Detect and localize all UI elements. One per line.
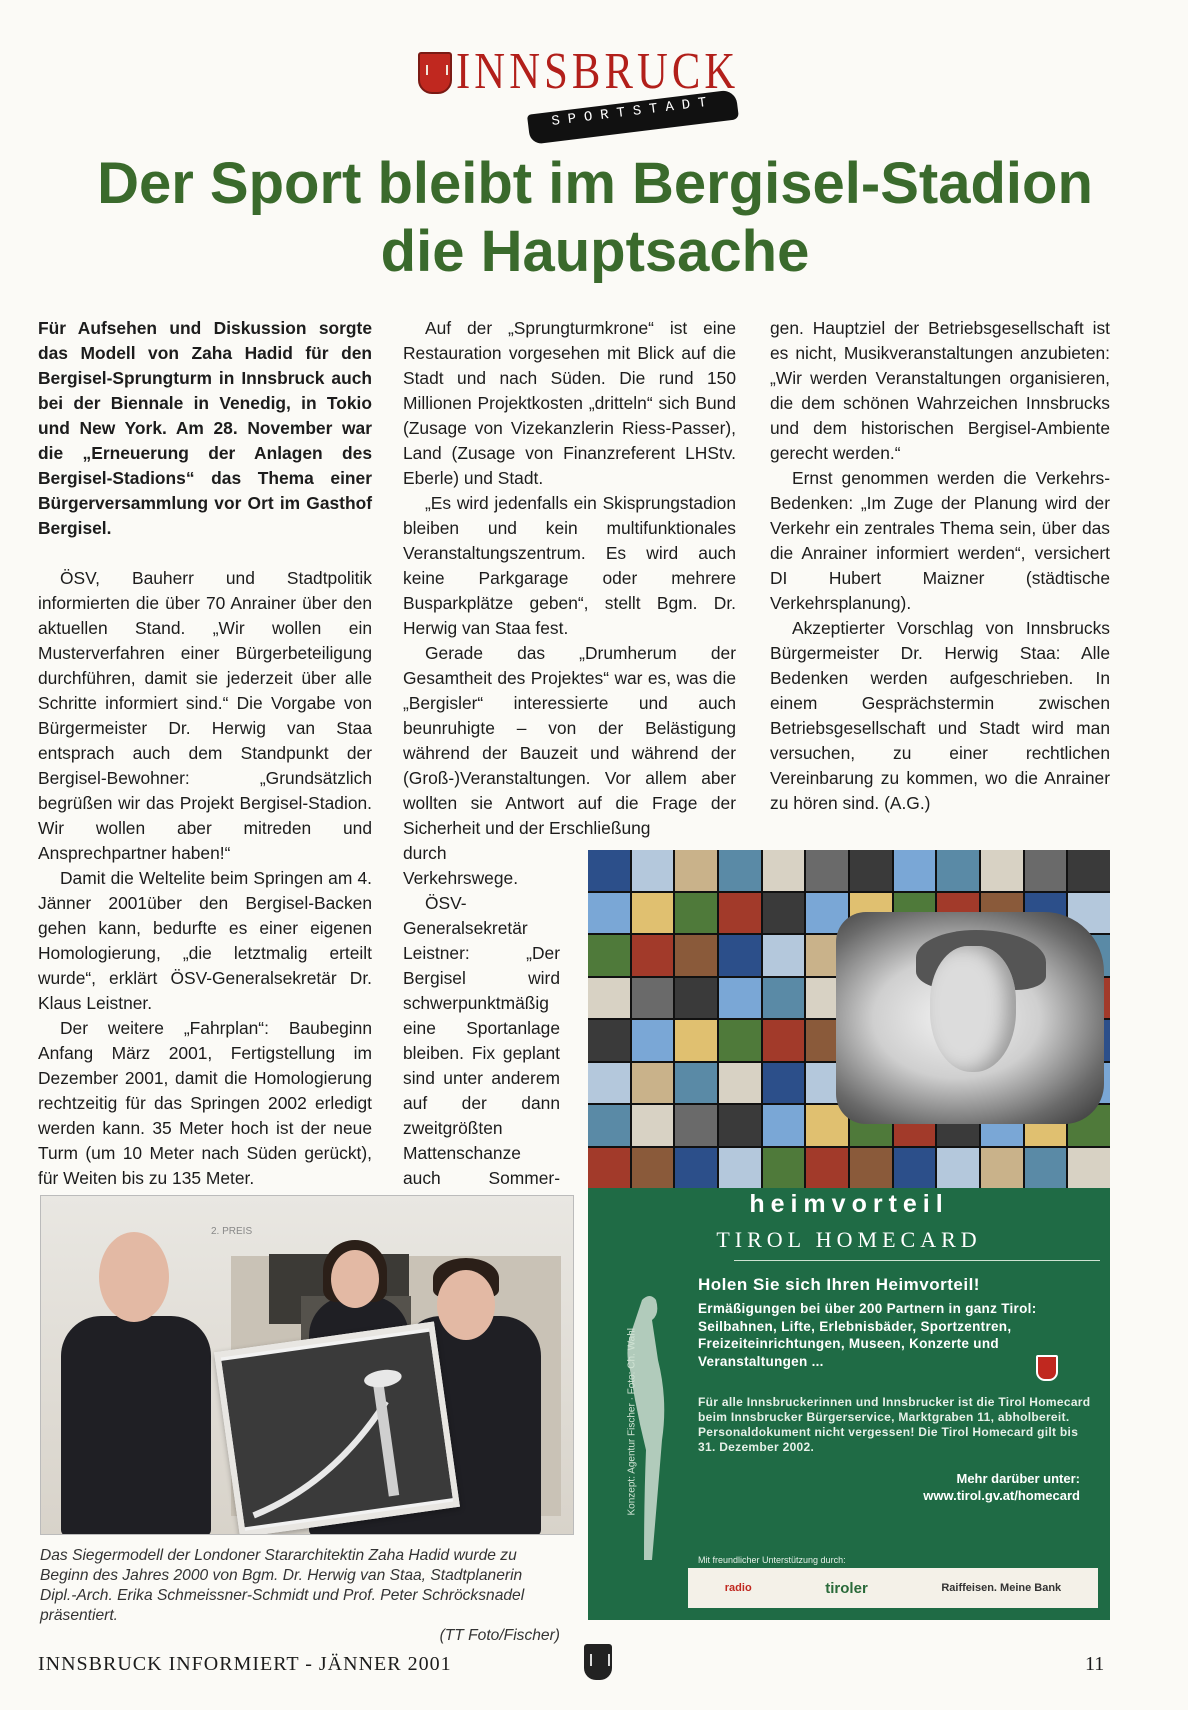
sponsor-bar [688, 1568, 1098, 1608]
mosaic-tile [894, 850, 936, 891]
caption-text: Das Siegermodell der Londoner Stararchitektin Zaha Hadid wurde zu Beginn des Jahres 2000 von Bgm. Dr. Herwig van Staa, Stadtplanerin Dipl.-Arch. Erika Schmeissner-Schmidt und Prof. Peter Schröcksnadel präsentiert. [40, 1547, 525, 1624]
mosaic-tile [981, 850, 1023, 891]
ad-support-note: Mit freundlicher Unterstützung durch: [698, 1555, 846, 1565]
paragraph: Gerade das „Drumherum der Gesamtheit des Projektes“ war es, was die „Bergisler“ interessierte und auch beunruhigte – von der Belästigung während der Bauzeit und während der (Groß-)Veranstaltungen. Vor allem aber wollten sie Antwort auf die Frage der Sicherheit und der Erschließung [403, 643, 736, 838]
mosaic-tile [763, 1063, 805, 1104]
mosaic-tile [806, 1148, 848, 1189]
mosaic-tile [588, 1020, 630, 1061]
mosaic-tile [850, 1148, 892, 1189]
paragraph: ÖSV, Bauherr und Stadtpolitik informierten die über 70 Anrainer über den aktuellen Stand. „Wir wollen ein Musterverfahren einer Bürgerbeteiligung durchführen, damit sie jederzeit über alle Schritte informiert sind.“ Die Vorgabe von Bürgermeister Dr. Herwig van Staa entsprach auch dem Standpunkt der Bergisel-Bewohner: „Grundsätzlich begrüßen wir das Projekt Bergisel-Stadion. Wir wollen aber mitreden und Ansprechpartner haben!“ [38, 568, 372, 863]
ad-side-credit: Konzept: Agentur Fischer · Foto: Ch. Wahl [626, 1328, 638, 1516]
sponsor-logo: Raiffeisen. Meine Bank [941, 1582, 1062, 1594]
photo-caption [40, 1546, 560, 1646]
mosaic-tile [1068, 850, 1110, 891]
mosaic-tile [588, 935, 630, 976]
mosaic-tile [588, 1105, 630, 1146]
mosaic-tile [763, 850, 805, 891]
paragraph: Damit die Weltelite beim Springen am 4. Jänner 2001über den Bergisel-Backen gehen kann, bedurfte es einer eigenen Homologierung, „die letztmalig erteilt wurde“, erklärt ÖSV-Generalsekretär Dr. Klaus Leistner. [38, 868, 372, 1013]
mosaic-tile [719, 935, 761, 976]
mosaic-tile [632, 978, 674, 1019]
person-head [331, 1250, 379, 1308]
ski-jump-model-image [214, 1321, 460, 1535]
mosaic-tile [632, 850, 674, 891]
ad-url-link[interactable]: www.tirol.gv.at/homecard [923, 1488, 1080, 1503]
mosaic-tile [894, 1148, 936, 1189]
divider [734, 1260, 1100, 1261]
tirol-eagle-icon [1036, 1355, 1058, 1381]
mosaic-tile [763, 935, 805, 976]
mosaic-tile [937, 1148, 979, 1189]
person-head [99, 1232, 169, 1322]
paragraph: gen. Hauptziel der Betriebsgesellschaft ist es nicht, Musikveranstaltungen anzubieten: „Wir werden Veranstaltungen organisieren, die dem schönen Wahrzeichen Innsbrucks und dem historischen Bergisel-Ambiente gerecht werden.“ [770, 318, 1110, 463]
ad-title: heimvorteil [749, 1190, 949, 1218]
brand-tagline: SPORTSTADT [550, 94, 716, 130]
mosaic-tile [632, 935, 674, 976]
mosaic-tile [632, 1020, 674, 1061]
sponsor-logo: tiroler [825, 1579, 868, 1597]
paragraph: „Es wird jedenfalls ein Skisprungstadion bleiben und kein multifunktionales Veranstaltungszentrum. Es wird auch keine Parkgarage oder mehrere Busparkplätze geben“, stellt Bgm. Dr. Herwig van Staa fest. [403, 493, 736, 638]
footer-crest-icon [584, 1644, 612, 1680]
mosaic-tile [719, 1020, 761, 1061]
mosaic-tile [763, 1105, 805, 1146]
mosaic-tile [675, 1148, 717, 1189]
mosaic-tile [850, 850, 892, 891]
mosaic-tile [1025, 850, 1067, 891]
mosaic-tile [1068, 1148, 1110, 1189]
mosaic-tile [1025, 1148, 1067, 1189]
mosaic-tile [675, 893, 717, 934]
presentation-photo [40, 1195, 574, 1535]
innsbruck-crest-icon [418, 52, 452, 94]
mosaic-tile [675, 1063, 717, 1104]
homecard-advertisement [588, 850, 1110, 1620]
mosaic-tile [632, 1105, 674, 1146]
mosaic-tile [675, 978, 717, 1019]
ad-smallprint: Für alle Innsbruckerinnen und Innsbrucker ist die Tirol Homecard beim Innsbrucker Bürgerservice, Marktgraben 11, abholbereit. Personaldokument nicht vergessen! Die Tirol Homecard gilt bis 31. Dezember 2002. [698, 1395, 1091, 1454]
mosaic-tile [719, 1063, 761, 1104]
masthead [410, 38, 750, 138]
mosaic-tile [588, 850, 630, 891]
ski-jump-model-graphic [221, 1328, 453, 1531]
ad-subtitle: TIROL HOMECARD [716, 1227, 982, 1252]
mosaic-tile [588, 893, 630, 934]
mosaic-tile [981, 1148, 1023, 1189]
photo-credit: (TT Foto/Fischer) [439, 1627, 560, 1644]
mosaic-tile [937, 850, 979, 891]
article-headline: Der Sport bleibt im Bergisel-Stadion die Hauptsache [97, 151, 1093, 284]
ad-body: Ermäßigungen bei über 200 Partnern in ganz Tirol: Seilbahnen, Lifte, Erlebnisbäder, Sportzentren, Freizeiteinrichtungen, Museen, Konzerte und Veranstaltungen ... [698, 1301, 1037, 1369]
portrait-face [930, 946, 1016, 1072]
paragraph: Akzeptierter Vorschlag von Innsbrucks Bürgermeister Dr. Herwig Staa: Alle Bedenken werden aufgeschrieben. In einem Gesprächstermin zwischen Betriebsgesellschaft und Stadt wird man versuchen, zu einer rechtlichen Vereinbarung zu kommen, wo die Anrainer zu hören sind. (A.G.) [770, 618, 1110, 813]
mosaic-tile [719, 978, 761, 1019]
prize-label: 2. PREIS [211, 1226, 253, 1237]
portrait-photo [836, 912, 1104, 1124]
paragraph: Ernst genommen werden die Verkehrs-Bedenken: „Im Zuge der Planung wird der Verkehr ein zentrales Thema sein, über das die Anrainer informiert werden“, versichert DI Hubert Maizner (städtische Verkehrsplanung). [770, 468, 1110, 613]
mosaic-tile [763, 1148, 805, 1189]
mosaic-tile [675, 1020, 717, 1061]
dancer-silhouette-image [602, 1280, 692, 1580]
article-lead: Für Aufsehen und Diskussion sorgte das Modell von Zaha Hadid für den Bergisel-Sprungturm in Innsbruck auch bei der Biennale in Venedig, in Tokio und New York. Am 28. November war die „Erneuerung der Anlagen des Bergisel-Stadions“ das Thema einer Bürgerversammlung vor Ort im Gasthof Bergisel. [38, 318, 372, 538]
person-left [61, 1316, 211, 1535]
paragraph: durch Verkehrswege. [403, 843, 519, 888]
mosaic-tile [588, 1148, 630, 1189]
ad-more-info [698, 1470, 1080, 1504]
mosaic-tile [719, 893, 761, 934]
brand-wordmark: INNSBRUCK [456, 43, 740, 100]
footer-publication: INNSBRUCK INFORMIERT - JÄNNER 2001 [38, 1653, 452, 1675]
paragraph: Auf der „Sprungturmkrone“ ist eine Restauration vorgesehen mit Blick auf die Stadt und nach Süden. Die rund 150 Millionen Projektkosten „dritteln“ sich Bund (Zusage von Vizekanzlerin Riess-Passer), Land (Zusage von Finanzreferent LHStv. Eberle) und Stadt. [403, 318, 736, 488]
column-1 [38, 316, 372, 1191]
mosaic-tile [806, 850, 848, 891]
mosaic-tile [632, 893, 674, 934]
paragraph: ÖSV-Generalsekretär Leistner: „Der Bergisel wird schwerpunktmäßig eine Sportanlage bleiben. Fix geplant sind unter anderem auf der dann zweitgrößten Mattenschanze auch Sommer- [403, 893, 560, 1188]
mosaic-tile [719, 850, 761, 891]
mosaic-tile [763, 978, 805, 1019]
mosaic-tile [675, 1105, 717, 1146]
page-number: 11 [1085, 1653, 1105, 1675]
paragraph: Der weitere „Fahrplan“: Baubeginn Anfang März 2001, Fertigstellung im Dezember 2001, damit die Homologierung rechtzeitig für das Springen 2002 erledigt werden kann. 35 Meter hoch ist der neue Turm (um 10 Meter nach Süden gerückt), für Weiten bis zu 135 Meter. [38, 1018, 372, 1188]
mosaic-tile [632, 1063, 674, 1104]
mosaic-tile [719, 1105, 761, 1146]
mosaic-tile [588, 978, 630, 1019]
column-3 [770, 316, 1110, 816]
mosaic-tile [763, 1020, 805, 1061]
mosaic-tile [675, 935, 717, 976]
mosaic-tile [763, 893, 805, 934]
person-head [437, 1270, 495, 1340]
mosaic-tile [588, 1063, 630, 1104]
mosaic-tile [675, 850, 717, 891]
mosaic-tile [719, 1148, 761, 1189]
mosaic-tile [632, 1148, 674, 1189]
ad-more-label: Mehr darüber unter: [956, 1471, 1080, 1486]
ad-headline: Holen Sie sich Ihren Heimvorteil! [698, 1275, 980, 1294]
sponsor-logo: radio [724, 1582, 752, 1594]
